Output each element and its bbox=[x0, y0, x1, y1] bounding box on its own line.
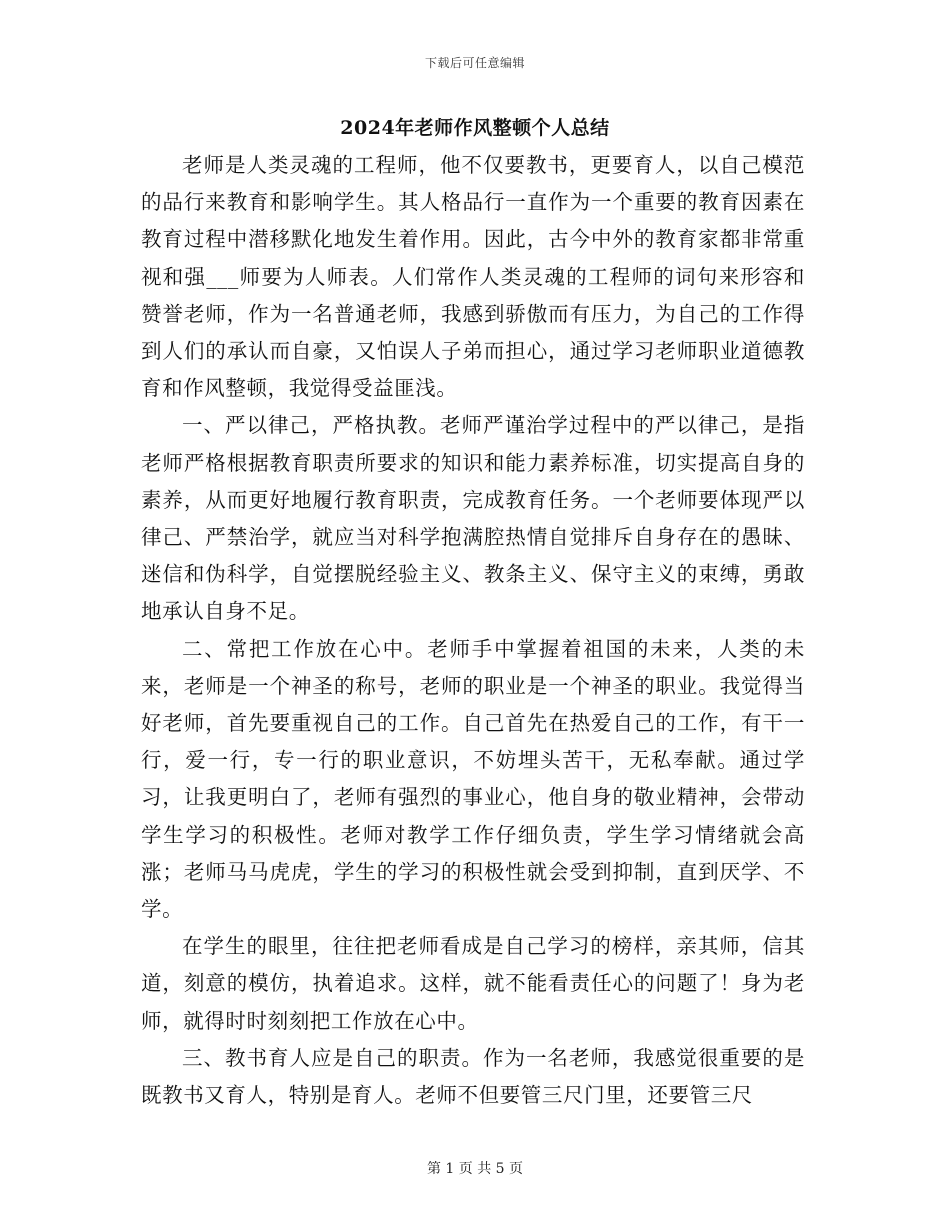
paragraph-section-one: 一、严以律己，严格执教。老师严谨治学过程中的严以律己，是指老师严格根据教育职责所要求的知识和能力素养标准，切实提高自身的素养，从而更好地履行教育职责，完成教育任务。一个老师要体现严以律己、严禁治学，就应当对科学抱满腔热情自觉排斥自身存在的愚昧、迷信和伪科学，自觉摆脱经验主义、教条主义、保守主义的束缚，勇敢地承认自身不足。 bbox=[141, 413, 805, 624]
document-title: 2024年老师作风整顿个人总结 bbox=[340, 117, 610, 139]
paragraph-role-model: 在学生的眼里，往往把老师看成是自己学习的榜样，亲其师，信其道，刻意的模仿，执着追求。这样，就不能看责任心的问题了！身为老师，就得时时刻刻把工作放在心中。 bbox=[141, 934, 805, 1033]
paragraph-section-three: 三、教书育人应是自己的职责。作为一名老师，我感觉很重要的是既教书又育人，特别是育人。老师不但要管三尺门里，还要管三尺 bbox=[141, 1045, 805, 1108]
paragraph-section-two: 二、常把工作放在心中。老师手中掌握着祖国的未来，人类的未来，老师是一个神圣的称号，老师的职业是一个神圣的职业。我觉得当好老师，首先要重视自己的工作。自己首先在热爱自己的工作，有干一行，爱一行，专一行的职业意识，不妨埋头苦干，无私奉献。通过学习，让我更明白了，老师有强烈的事业心，他自身的敬业精神，会带动学生学习的积极性。老师对教学工作仔细负责，学生学习情绪就会高涨；老师马马虎虎，学生的学习的积极性就会受到抑制，直到厌学、不学。 bbox=[141, 636, 805, 922]
page-number: 第 1 页 共 5 页 bbox=[426, 1161, 524, 1177]
download-edit-note: 下载后可任意编辑 bbox=[424, 56, 525, 70]
paragraph-intro: 老师是人类灵魂的工程师，他不仅要教书，更要育人，以自己模范的品行来教育和影响学生。其人格品行一直作为一个重要的教育因素在教育过程中潜移默化地发生着作用。因此，古今中外的教育家都非常重视和强___师要为人师表。人们常作人类灵魂的工程师的词句来形容和赞誉老师，作为一名普通老师，我感到骄傲而有压力，为自己的工作得到人们的承认而自豪，又怕误人子弟而担心，通过学习老师职业道德教育和作风整顿，我觉得受益匪浅。 bbox=[141, 153, 805, 401]
document-body bbox=[141, 147, 805, 1114]
